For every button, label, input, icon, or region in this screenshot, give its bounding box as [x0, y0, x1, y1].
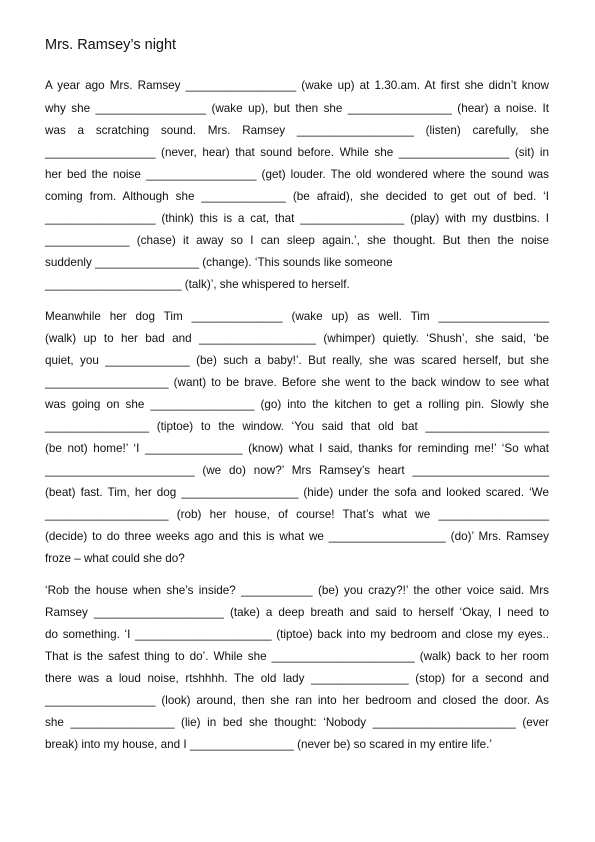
text-line: coming from. Although she _____________ (be afraid), she decided to get out of bed. ‘I: [45, 190, 549, 203]
text-line: ‘Rob the house when she’s inside? ___________ (be) you crazy?!’ the other voice said. Mrs: [45, 584, 549, 597]
text-line: her bed the noise _________________ (get) louder. The old wondered where the sound was: [45, 168, 549, 181]
text-line: break) into my house, and I ________________ (never be) so scared in my entire life.’: [45, 738, 492, 751]
text-line: (walk) up to her bad and __________________ (whimper) quietly. ‘Shush’, she said, ‘be: [45, 332, 549, 345]
text-line: _____________ (chase) it away so I can sleep again.’, she thought. But then the noise: [45, 234, 549, 247]
text-line: That is the safest thing to do’. While she ______________________ (walk) back to her room: [45, 650, 549, 663]
text-line: ___________________ (want) to be brave. Before she went to the back window to see what: [45, 376, 549, 389]
text-line: A year ago Mrs. Ramsey _________________ (wake up) at 1.30.am. At first she didn’t know: [45, 79, 549, 92]
text-line: Meanwhile her dog Tim ______________ (wake up) as well. Tim _________________: [45, 310, 549, 323]
page-title: Mrs. Ramsey’s night: [45, 37, 177, 53]
text-line: suddenly ________________ (change). ‘This sounds like someone: [45, 256, 393, 269]
text-line: _________________ (think) this is a cat, that ________________ (play) with my dustbins. I: [45, 212, 549, 225]
text-line: was going on she ________________ (go) into the kitchen to get a rolling pin. Slowly she: [45, 398, 549, 411]
text-line: why she _________________ (wake up), but then she ________________ (hear) a noise. It: [45, 102, 549, 115]
text-line: she ________________ (lie) in bed she thought: ‘Nobody ______________________ (ever: [45, 716, 549, 729]
text-line: do something. ‘I _____________________ (tiptoe) back into my bedroom and close my eyes..: [45, 628, 549, 641]
text-line: there was a loud noise, rtshhhh. The old lady _______________ (stop) for a second and: [45, 672, 549, 685]
text-line: Ramsey ____________________ (take) a deep breath and said to herself ‘Okay, I need to: [45, 606, 549, 619]
text-line: _________________ (look) around, then she ran into her bedroom and closed the door. As: [45, 694, 549, 707]
text-line: was a scratching sound. Mrs. Ramsey __________________ (listen) carefully, she: [45, 124, 549, 137]
text-line: ________________ (tiptoe) to the window. ‘You said that old bat ___________________: [45, 420, 549, 433]
text-line: (decide) to do three weeks ago and this is what we __________________ (do)’ Mrs. Ramsey: [45, 530, 549, 543]
text-line: _______________________ (we do) now?’ Mrs Ramsey’s heart _____________________: [45, 464, 549, 477]
text-line: (beat) fast. Tim, her dog __________________ (hide) under the sofa and looked scared. ‘We: [45, 486, 549, 499]
text-line: _____________________ (talk)’, she whispered to herself.: [45, 278, 350, 291]
text-line: ___________________ (rob) her house, of course! That’s what we _________________: [45, 508, 549, 521]
text-line: quiet, you _____________ (be) such a baby!’. But really, she was scared herself, but she: [45, 354, 549, 367]
text-line: (be not) home!’ ‘I _______________ (know) what I said, thanks for reminding me!’ ‘So what: [45, 442, 549, 455]
text-line: _________________ (never, hear) that sound before. While she _________________ (sit) in: [45, 146, 549, 159]
text-line: froze – what could she do?: [45, 552, 185, 565]
